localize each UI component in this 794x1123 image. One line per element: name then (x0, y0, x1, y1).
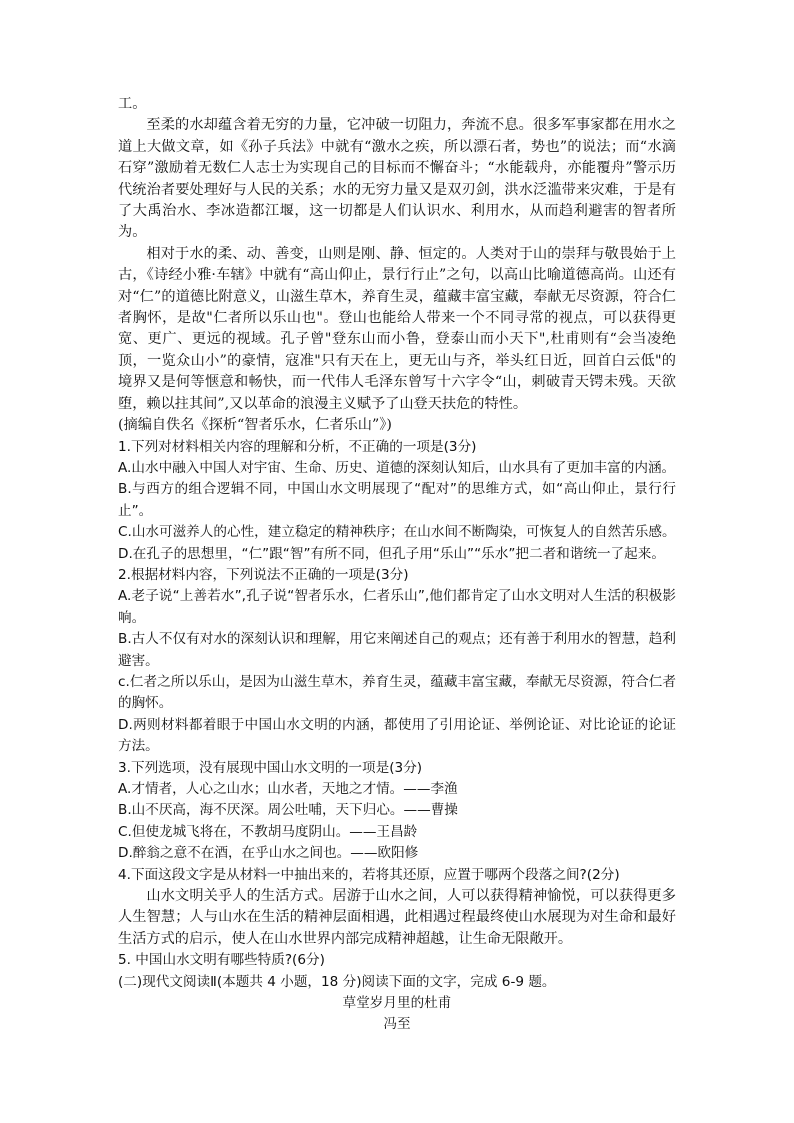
question-1: 1.下列对材料相关内容的理解和分析，不正确的一项是(3分) (118, 438, 477, 455)
article-title: 草堂岁月里的杜甫 (342, 995, 452, 1012)
question-2-option-d: D.两则材料都着眼于中国山水文明的内涵，都使用了引用论证、举例论证、对比论证的论证方法。 (118, 716, 676, 755)
question-3: 3.下列选项，没有展现中国山水文明的一项是(3分) (118, 759, 423, 776)
source-citation: (摘编自佚名《探析“智者乐水，仁者乐山”》) (118, 417, 392, 434)
question-3-option-c: C.但使龙城飞将在，不教胡马度阴山。——王昌龄 (118, 823, 418, 840)
question-2-option-a: A.老子说“上善若水”,孔子说“智者乐水，仁者乐山”,他们都肯定了山水文明对人生活的积极影响。 (118, 588, 676, 626)
question-2: 2.根据材料内容，下列说法不正确的一项是(3分) (118, 566, 409, 583)
question-3-option-a: A.才情者，人心之山水；山水者，天地之才情。——李渔 (118, 781, 458, 797)
question-3-option-b: B.山不厌高，海不厌深。周公吐哺，天下归心。——曹操 (118, 802, 458, 819)
question-4: 4.下面这段文字是从材料一中抽出来的，若将其还原，应置于哪两个段落之间?(2分) (118, 866, 620, 883)
section-heading: (二)现代文阅读Ⅱ(本题共 4 小题，18 分)阅读下面的文字，完成 6-9 题。 (118, 973, 556, 990)
question-1-option-a: A.山水中融入中国人对宇宙、生命、历史、道德的深刻认知后，山水具有了更加丰富的内涵。 (118, 459, 676, 476)
article-author: 冯至 (383, 1016, 411, 1033)
document-page (118, 94, 676, 1036)
question-5: 5. 中国山水文明有哪些特质?(6分) (118, 952, 325, 969)
paragraph-mountain: 相对于水的柔、动、善变，山则是刚、静、恒定的。人类对于山的崇拜与敬畏始于上古，《诗经小雅·车辖》中就有“高山仰止，景行行止”之句，以高山比喻道德高尚。山还有对“仁”的道德比附意义，山滋生草木，养育生灵，蕴藏丰富宝藏，奉献无尽资源，符合仁者胸怀，是故"仁者所以乐山也"。登山也能给人带来一个不同寻常的视点，可以获得更宽、更广、更远的视域。孔子曾"登东山而小鲁，登泰山而小天下",杜甫则有“会当凌绝顶，一览众山小”的豪情，寇准"只有天在上，更无山与齐，举头红日近，回首白云低"的境界又是何等惬意和畅快，而一代伟人毛泽东曾写十六字令“山，刺破青天锷未残。天欲堕，赖以拄其间”,又以革命的浪漫主义赋予了山登天扶危的特性。 (118, 245, 676, 412)
question-2-option-b: B.古人不仅有对水的深刻认识和理解，用它来阐述自己的观点；还有善于利用水的智慧，趋利避害。 (118, 631, 676, 669)
question-1-option-b: B.与西方的组合逻辑不同，中国山水文明展现了“配对”的思维方式，如“高山仰止，景行行止”。 (118, 481, 676, 519)
question-2-option-c: c.仁者之所以乐山，是因为山滋生草木，养育生灵，蕴藏丰富宝藏，奉献无尽资源，符合仁者的胸怀。 (118, 673, 676, 712)
text-line: 工。 (118, 96, 147, 112)
question-1-option-c: C.山水可滋养人的心性，建立稳定的精神秩序；在山水间不断陶染，可恢复人的自然苦乐感。 (118, 524, 676, 541)
question-3-option-d: D.醉翁之意不在酒，在乎山水之间也。——欧阳修 (118, 845, 419, 862)
paragraph-water: 至柔的水却蕴含着无穷的力量，它冲破一切阻力，奔流不息。很多军事家都在用水之道上大做文章，如《孙子兵法》中就有“激水之疾，所以漂石者，势也”的说法；而“水滴石穿”激励着无数仁人志士为实现自己的目标而不懈奋斗；“水能载舟，亦能覆舟”警示历代统治者要处理好与人民的关系；水的无穷力量又是双刃剑，洪水泛滥带来灾难，于是有了大禹治水、李冰造都江堰，这一切都是人们认识水、利用水，从而趋利避害的智者所为。 (118, 117, 676, 241)
question-1-option-d: D.在孔子的思想里，“仁”跟“智”有所不同，但孔子用“乐山”“乐水”把二者和谐统一了起来。 (118, 545, 665, 562)
question-4-excerpt: 山水文明关乎人的生活方式。居游于山水之间，人可以获得精神愉悦，可以获得更多人生智慧；人与山水在生活的精神层面相遇，此相遇过程最终使山水展现为对生命和最好生活方式的启示，使人在山水世界内部完成精神超越，让生命无限敞开。 (118, 888, 676, 947)
